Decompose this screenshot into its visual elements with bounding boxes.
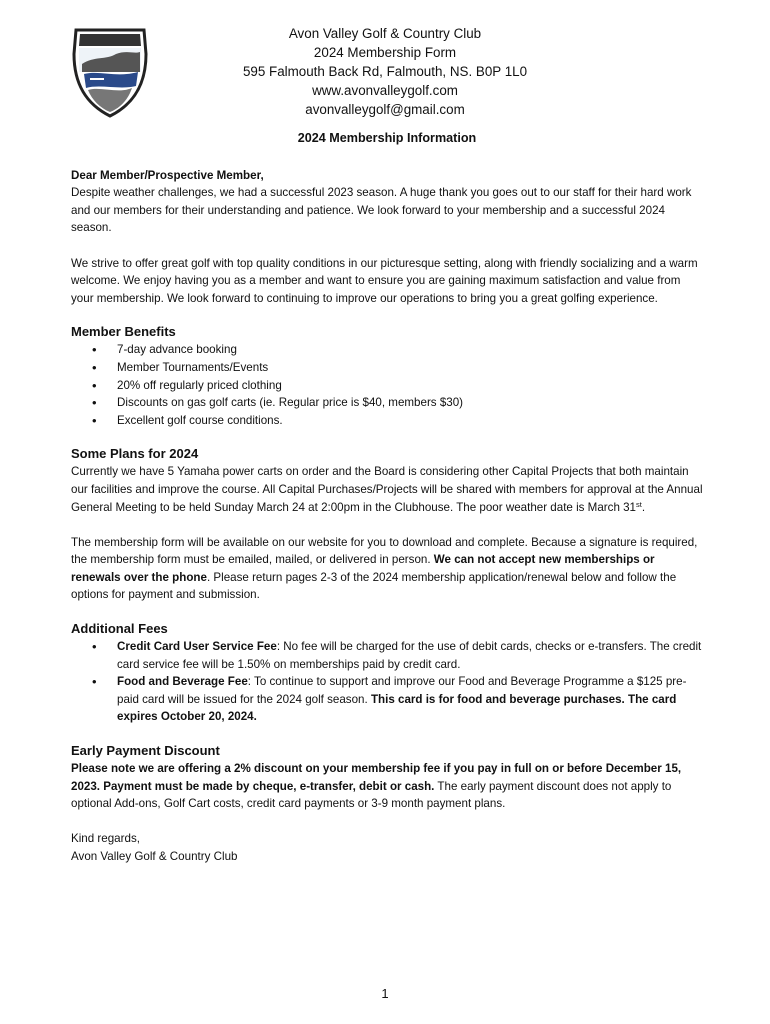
closing-signoff: Avon Valley Golf & Country Club bbox=[71, 850, 238, 863]
list-item: • Food and Beverage Fee: To continue to support and improve our Food and Beverage Programme a $125 pre-paid card will be issued for the 2024 golf season. This card is for food and beverage purchases. The card expires October 20, 2024. bbox=[71, 673, 703, 726]
fees-list bbox=[71, 638, 703, 726]
club-name: Avon Valley Golf & Country Club bbox=[288, 26, 482, 41]
document-body bbox=[71, 130, 703, 866]
club-crest-logo bbox=[70, 24, 150, 120]
fees-heading: Additional Fees bbox=[71, 621, 168, 637]
list-item: • Credit Card User Service Fee: No fee will be charged for the use of debit cards, checks or e-transfers. The credit card service fee will be 1.50% on memberships paid by credit card. bbox=[71, 638, 703, 673]
document-title: 2024 Membership Information bbox=[297, 131, 477, 145]
club-website: www.avonvalleygolf.com bbox=[312, 83, 458, 98]
list-item: • Excellent golf course conditions. bbox=[71, 412, 703, 430]
plans-paragraph-2: The membership form will be available on our website for you to download and complete. Because a signature is required, the membership form must be emailed, mailed, or delivered in person. We can not accept new memberships or renewals over the phone. Please return pages 2-3 of the 2024 membership application/renewal below and follow the options for payment and submission. bbox=[71, 535, 698, 602]
list-item: • Member Tournaments/Events bbox=[71, 359, 703, 377]
plans-heading: Some Plans for 2024 bbox=[71, 446, 199, 462]
intro-paragraph-2: We strive to offer great golf with top quality conditions in our picturesque setting, along with friendly socializing and a warm welcome. We enjoy having you as a member and want to ensure you are gaining maximum satisfaction and value from your membership. We look forward to continuing to improve our operations to bring you a great golfing experience. bbox=[71, 256, 698, 305]
list-item: • Discounts on gas golf carts (ie. Regular price is $40, members $30) bbox=[71, 394, 703, 412]
benefits-heading: Member Benefits bbox=[71, 324, 176, 340]
list-item: • 7-day advance booking bbox=[71, 341, 703, 359]
early-payment-heading: Early Payment Discount bbox=[71, 743, 220, 759]
club-header bbox=[170, 24, 600, 119]
greeting: Dear Member/Prospective Member, bbox=[71, 168, 264, 182]
list-item: • 20% off regularly priced clothing bbox=[71, 377, 703, 395]
intro-paragraph-1: Despite weather challenges, we had a successful 2023 season. A huge thank you goes out to our staff for their hard work and our members for their understanding and patience. We look forward to your membership and a successful 2024 season. bbox=[71, 186, 692, 235]
club-address: 595 Falmouth Back Rd, Falmouth, NS. B0P 1L0 bbox=[242, 64, 528, 79]
early-payment-paragraph: Please note we are offering a 2% discount on your membership fee if you pay in full on or before December 15, 2023. Payment must be made by cheque, e-transfer, debit or cash. The early payment discount does not apply to optional Add-ons, Golf Cart costs, credit card payments or 3-9 month payment plans. bbox=[71, 762, 682, 811]
plans-paragraph-1: Currently we have 5 Yamaha power carts on order and the Board is considering other Capital Projects that both maintain our facilities and improve the course. All Capital Purchases/Projects will be shared with members for approval at the Annual General Meeting to be held Sunday March 24 at 2:00pm in the Clubhouse. The poor weather date is March 31st. bbox=[71, 465, 703, 514]
page-number: 1 bbox=[381, 986, 389, 1001]
form-title: 2024 Membership Form bbox=[313, 45, 457, 60]
closing-regards: Kind regards, bbox=[71, 832, 140, 846]
benefits-list bbox=[71, 341, 703, 429]
club-email: avonvalleygolf@gmail.com bbox=[305, 102, 465, 117]
